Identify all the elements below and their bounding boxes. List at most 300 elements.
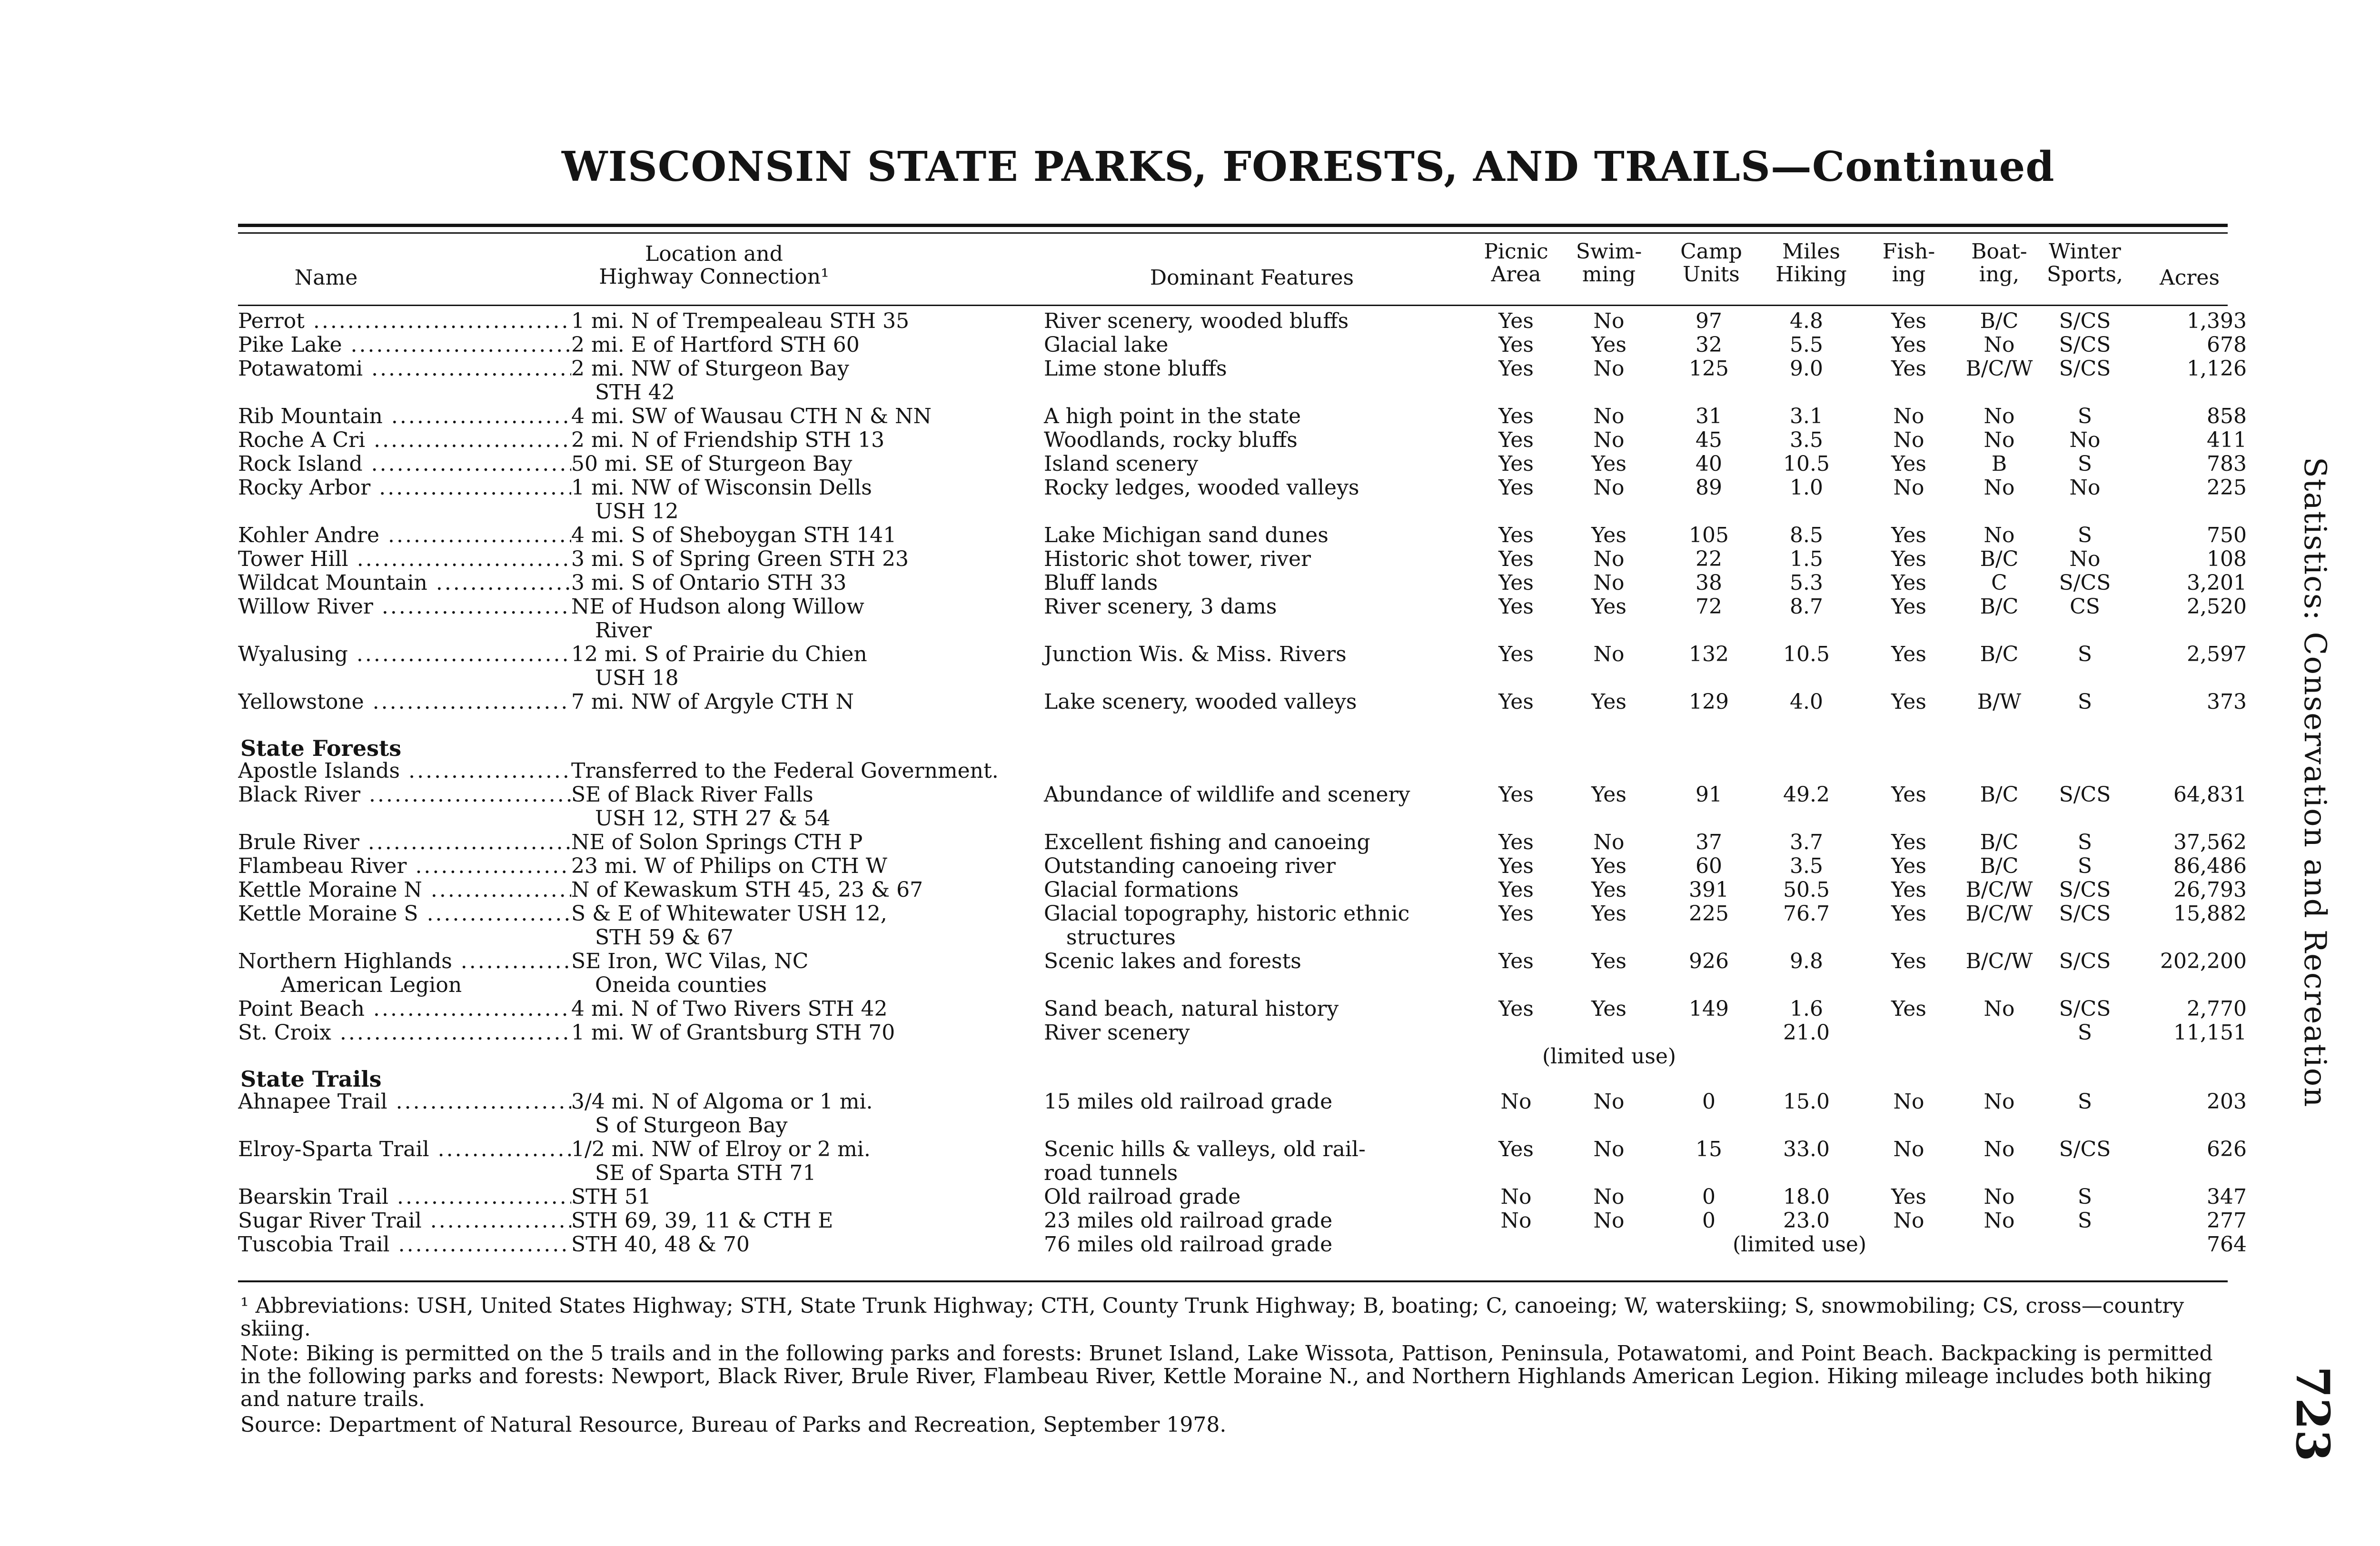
cell-winter: S/CS xyxy=(2059,783,2111,807)
cell-swim: Yes xyxy=(1591,333,1626,357)
cell-location: NE of Solon Springs CTH P xyxy=(571,830,863,854)
cell-camp: 72 xyxy=(1696,595,1722,619)
table-row xyxy=(0,404,2247,428)
cell-miles: 33.0 xyxy=(1783,1137,1830,1161)
table-row xyxy=(0,783,2247,807)
cell-winter: CS xyxy=(2070,595,2100,619)
cell-boat: B/C xyxy=(1980,309,2019,333)
cell-swim: Yes xyxy=(1591,878,1626,902)
cell-location: SE of Black River Falls xyxy=(571,783,813,807)
cell-winter: S/CS xyxy=(2059,333,2111,357)
header-fishing: Fish- ing xyxy=(1882,239,1935,287)
cell-location: 23 mi. W of Philips on CTH W xyxy=(571,854,888,878)
cell-winter: S/CS xyxy=(2059,571,2111,595)
cell-fish: Yes xyxy=(1891,783,1926,807)
cell-location: 1 mi. W of Grantsburg STH 70 xyxy=(571,1021,895,1045)
cell-features: Island scenery xyxy=(1044,452,1199,476)
table-row xyxy=(0,997,2247,1021)
cell-features: Scenic hills & valleys, old rail- xyxy=(1044,1137,1366,1161)
table-row xyxy=(0,642,2247,666)
cell-location: N of Kewaskum STH 45, 23 & 67 xyxy=(571,878,923,902)
bottom-rule xyxy=(238,1280,2228,1282)
top-rule-thick xyxy=(238,224,2228,227)
cell-features: Old railroad grade xyxy=(1044,1185,1241,1209)
cell-fish: Yes xyxy=(1891,452,1926,476)
cell-camp: 129 xyxy=(1689,690,1729,714)
cell-acres: 347 xyxy=(2207,1185,2247,1209)
cell-picnic: Yes xyxy=(1498,783,1534,807)
cell-picnic: No xyxy=(1500,1090,1532,1114)
cell-name: Point Beach ..... xyxy=(238,997,571,1021)
cell-boat: B/C xyxy=(1980,642,2019,666)
cell-acres: 108 xyxy=(2207,547,2247,571)
cell-fish: Yes xyxy=(1891,690,1926,714)
cell-location: 2 mi. E of Hartford STH 60 xyxy=(571,333,860,357)
cell-location-cont: USH 18 xyxy=(595,666,679,690)
cell-boat: No xyxy=(1983,404,2015,428)
cell-miles: 5.5 xyxy=(1790,333,1823,357)
table-row xyxy=(0,854,2247,878)
cell-boat: B/C xyxy=(1980,783,2019,807)
cell-name: Roche A Cri ..... xyxy=(238,428,571,452)
cell-miles: 1.0 xyxy=(1790,476,1823,500)
cell-name: Wyalusing ..... xyxy=(238,643,571,666)
cell-acres: 203 xyxy=(2207,1090,2247,1114)
cell-swim: No xyxy=(1593,547,1625,571)
cell-picnic: Yes xyxy=(1498,949,1534,973)
cell-fish: Yes xyxy=(1891,1185,1926,1209)
cell-name: Tuscobia Trail ..... xyxy=(238,1233,571,1257)
cell-swim: No xyxy=(1593,428,1625,452)
cell-location: STH 51 xyxy=(571,1185,651,1209)
cell-miles: 15.0 xyxy=(1783,1090,1830,1114)
cell-fish: Yes xyxy=(1891,642,1926,666)
cell-picnic: Yes xyxy=(1498,428,1534,452)
cell-fish: Yes xyxy=(1891,357,1926,381)
cell-winter: S xyxy=(2077,830,2092,854)
cell-location: 3 mi. S of Ontario STH 33 xyxy=(571,571,847,595)
cell-fish: Yes xyxy=(1891,523,1926,547)
cell-winter: S/CS xyxy=(2059,309,2111,333)
cell-location-cont: River xyxy=(595,618,652,643)
cell-features: Lake scenery, wooded valleys xyxy=(1044,690,1357,714)
cell-camp: 125 xyxy=(1689,357,1729,381)
cell-features: Woodlands, rocky bluffs xyxy=(1044,428,1298,452)
cell-name: Flambeau River ..... xyxy=(238,854,571,878)
table-row xyxy=(0,595,2247,619)
header-swimming: Swim- ming xyxy=(1576,239,1642,287)
cell-miles: 23.0 xyxy=(1783,1209,1830,1233)
cell-boat: B xyxy=(1991,452,2007,476)
header-rule xyxy=(238,305,2228,306)
cell-camp: 45 xyxy=(1696,428,1722,452)
cell-miles: 3.7 xyxy=(1790,830,1823,854)
cell-winter: S/CS xyxy=(2059,1137,2111,1161)
cell-features: Rocky ledges, wooded valleys xyxy=(1044,476,1359,500)
cell-acres: 11,151 xyxy=(2173,1021,2247,1045)
cell-swim: No xyxy=(1593,1137,1625,1161)
cell-fish: Yes xyxy=(1891,571,1926,595)
cell-boat: B/C/W xyxy=(1965,949,2033,973)
cell-acres: 3,201 xyxy=(2187,571,2247,595)
section-heading: State Trails xyxy=(240,1066,382,1092)
footnote-source: Source: Department of Natural Resource, Bureau of Parks and Recreation, September 1978. xyxy=(240,1413,1227,1437)
cell-winter: S xyxy=(2077,642,2092,666)
cell-name: St. Croix ..... xyxy=(238,1021,571,1045)
table-row xyxy=(0,949,2247,973)
cell-name: Tower Hill ..... xyxy=(238,547,571,571)
cell-acres: 2,770 xyxy=(2187,997,2247,1021)
table-row xyxy=(0,476,2247,500)
cell-features: Glacial formations xyxy=(1044,878,1239,902)
cell-winter: S xyxy=(2077,690,2092,714)
cell-fish: Yes xyxy=(1891,830,1926,854)
cell-features: Lake Michigan sand dunes xyxy=(1044,523,1329,547)
cell-name: Bearskin Trail ..... xyxy=(238,1185,571,1209)
cell-winter: S xyxy=(2077,1090,2092,1114)
cell-boat: No xyxy=(1983,428,2015,452)
cell-miles: 3.5 xyxy=(1790,428,1823,452)
cell-fish: Yes xyxy=(1891,547,1926,571)
cell-features: 15 miles old railroad grade xyxy=(1044,1090,1333,1114)
cell-features: A high point in the state xyxy=(1044,404,1301,428)
cell-boat: No xyxy=(1983,1185,2015,1209)
cell-picnic: Yes xyxy=(1498,854,1534,878)
cell-boat: B/C xyxy=(1980,547,2019,571)
cell-miles: 76.7 xyxy=(1783,902,1830,926)
cell-camp: 31 xyxy=(1696,404,1722,428)
cell-camp: 22 xyxy=(1696,547,1722,571)
cell-winter: S xyxy=(2077,452,2092,476)
table-row xyxy=(0,357,2247,381)
cell-features: Bluff lands xyxy=(1044,571,1158,595)
cell-location: 3 mi. S of Spring Green STH 23 xyxy=(571,547,909,571)
cell-camp: 37 xyxy=(1696,830,1722,854)
cell-name: Elroy-Sparta Trail ..... xyxy=(238,1138,571,1161)
cell-swim: Yes xyxy=(1591,783,1626,807)
cell-location: 1 mi. NW of Wisconsin Dells xyxy=(571,476,872,500)
cell-winter: S/CS xyxy=(2059,878,2111,902)
cell-fish: Yes xyxy=(1891,333,1926,357)
header-location: Location and Highway Connection¹ xyxy=(599,242,829,289)
cell-picnic: Yes xyxy=(1498,642,1534,666)
cell-name: Kohler Andre ..... xyxy=(238,524,571,547)
cell-picnic: Yes xyxy=(1498,997,1534,1021)
cell-name: Potawatomi ..... xyxy=(238,357,571,381)
table-row xyxy=(0,309,2247,333)
cell-picnic: No xyxy=(1500,1185,1532,1209)
cell-acres: 764 xyxy=(2207,1232,2247,1257)
cell-name: Rib Mountain ..... xyxy=(238,405,571,428)
cell-winter: S/CS xyxy=(2059,357,2111,381)
cell-picnic: Yes xyxy=(1498,902,1534,926)
cell-features-cont: structures xyxy=(1066,925,1176,950)
cell-miles: 8.7 xyxy=(1790,595,1823,619)
table-row xyxy=(0,1232,2247,1257)
cell-features: River scenery xyxy=(1044,1021,1190,1045)
cell-location-cont: SE of Sparta STH 71 xyxy=(595,1161,816,1185)
cell-features: River scenery, wooded bluffs xyxy=(1044,309,1349,333)
table-row xyxy=(0,902,2247,926)
cell-location: 1 mi. N of Trempealeau STH 35 xyxy=(571,309,910,333)
cell-swim: No xyxy=(1593,1185,1625,1209)
cell-camp: 91 xyxy=(1696,783,1722,807)
cell-miles: 10.5 xyxy=(1783,642,1830,666)
cell-camp: 105 xyxy=(1689,523,1729,547)
cell-fish: Yes xyxy=(1891,309,1926,333)
cell-acres: 626 xyxy=(2207,1137,2247,1161)
cell-features: Glacial lake xyxy=(1044,333,1169,357)
cell-location: 4 mi. N of Two Rivers STH 42 xyxy=(571,997,888,1021)
cell-acres: 2,597 xyxy=(2187,642,2247,666)
cell-name: Pike Lake ..... xyxy=(238,333,571,357)
cell-name: Perrot ..... xyxy=(238,309,571,333)
cell-boat: No xyxy=(1983,1090,2015,1114)
cell-picnic: Yes xyxy=(1498,878,1534,902)
cell-location: 12 mi. S of Prairie du Chien xyxy=(571,642,867,666)
cell-swim: Yes xyxy=(1591,452,1626,476)
cell-winter: S xyxy=(2077,404,2092,428)
running-head: Statistics: Conservation and Recreation xyxy=(2297,457,2332,1108)
cell-location: 4 mi. S of Sheboygan STH 141 xyxy=(571,523,897,547)
cell-location-cont: Oneida counties xyxy=(595,973,767,997)
cell-location: STH 69, 39, 11 & CTH E xyxy=(571,1209,833,1233)
section-heading: State Forests xyxy=(240,735,402,761)
cell-picnic: Yes xyxy=(1498,476,1534,500)
header-boating: Boat- ing, xyxy=(1971,239,2027,287)
cell-picnic: Yes xyxy=(1498,547,1534,571)
table-row xyxy=(0,690,2247,714)
cell-name: Willow River ..... xyxy=(238,595,571,619)
cell-acres: 411 xyxy=(2207,428,2247,452)
cell-miles: 9.8 xyxy=(1790,949,1823,973)
header-miles: Miles Hiking xyxy=(1775,239,1847,287)
cell-swim: Yes xyxy=(1591,997,1626,1021)
cell-camp: 40 xyxy=(1696,452,1722,476)
cell-miles: 8.5 xyxy=(1790,523,1823,547)
cell-camp: 0 xyxy=(1702,1209,1716,1233)
cell-swim: No xyxy=(1593,476,1625,500)
cell-acres: 678 xyxy=(2207,333,2247,357)
cell-winter: S/CS xyxy=(2059,949,2111,973)
table-row xyxy=(0,1137,2247,1161)
cell-acres: 15,882 xyxy=(2173,902,2247,926)
cell-miles: 9.0 xyxy=(1790,357,1823,381)
cell-location: 4 mi. SW of Wausau CTH N & NN xyxy=(571,404,932,428)
cell-acres: 783 xyxy=(2207,452,2247,476)
cell-miles: 4.8 xyxy=(1790,309,1823,333)
cell-camp: 89 xyxy=(1696,476,1722,500)
cell-location: Transferred to the Federal Government. xyxy=(571,759,999,783)
cell-acres: 373 xyxy=(2207,690,2247,714)
cell-miles: 1.6 xyxy=(1790,997,1823,1021)
cell-name: Black River ..... xyxy=(238,783,571,807)
cell-camp: 32 xyxy=(1696,333,1722,357)
cell-boat: B/W xyxy=(1977,690,2022,714)
cell-miles: 4.0 xyxy=(1790,690,1823,714)
cell-acres: 750 xyxy=(2207,523,2247,547)
cell-miles: 3.1 xyxy=(1790,404,1823,428)
cell-miles: 49.2 xyxy=(1783,783,1830,807)
cell-winter: S xyxy=(2077,854,2092,878)
cell-camp: 0 xyxy=(1702,1090,1716,1114)
cell-fish: Yes xyxy=(1891,595,1926,619)
cell-swim: No xyxy=(1593,642,1625,666)
cell-name: Wildcat Mountain ..... xyxy=(238,571,571,595)
cell-fish: No xyxy=(1893,404,1924,428)
cell-boat: B/C xyxy=(1980,595,2019,619)
cell-swim: Yes xyxy=(1591,949,1626,973)
cell-location: SE Iron, WC Vilas, NC xyxy=(571,949,809,973)
cell-swim: Yes xyxy=(1591,854,1626,878)
cell-swim: No xyxy=(1593,309,1625,333)
cell-miles: 1.5 xyxy=(1790,547,1823,571)
table-row xyxy=(0,830,2247,854)
cell-location-cont: USH 12, STH 27 & 54 xyxy=(595,806,831,831)
page-title: WISCONSIN STATE PARKS, FORESTS, AND TRAILS—Continued xyxy=(562,143,2055,191)
cell-camp: 391 xyxy=(1689,878,1729,902)
cell-picnic: Yes xyxy=(1498,333,1534,357)
header-acres: Acres xyxy=(2159,266,2220,290)
cell-acres: 858 xyxy=(2207,404,2247,428)
cell-camp: 926 xyxy=(1689,949,1729,973)
cell-name: Sugar River Trail ..... xyxy=(238,1209,571,1233)
table-row xyxy=(0,1185,2247,1209)
cell-fish: Yes xyxy=(1891,854,1926,878)
cell-name: Brule River ..... xyxy=(238,831,571,854)
cell-features: Excellent fishing and canoeing xyxy=(1044,830,1370,854)
cell-boat: B/C/W xyxy=(1965,878,2033,902)
cell-fish: No xyxy=(1893,1209,1924,1233)
cell-acres: 1,126 xyxy=(2187,357,2247,381)
cell-winter: S xyxy=(2077,1021,2092,1045)
cell-winter: S xyxy=(2077,1185,2092,1209)
cell-miles: 3.5 xyxy=(1790,854,1823,878)
cell-location-cont: STH 42 xyxy=(595,380,675,405)
cell-features: 76 miles old railroad grade xyxy=(1044,1232,1333,1257)
cell-features: 23 miles old railroad grade xyxy=(1044,1209,1333,1233)
cell-features: Junction Wis. & Miss. Rivers xyxy=(1044,642,1347,666)
cell-boat: C xyxy=(1991,571,2007,595)
cell-picnic: Yes xyxy=(1498,830,1534,854)
cell-boat: No xyxy=(1983,1137,2015,1161)
cell-miles: 21.0 xyxy=(1783,1021,1830,1045)
page-number: 723 xyxy=(2286,1366,2340,1462)
cell-fish: No xyxy=(1893,1137,1924,1161)
cell-camp: 132 xyxy=(1689,642,1729,666)
cell-location: 2 mi. N of Friendship STH 13 xyxy=(571,428,885,452)
cell-name: Rock Island ..... xyxy=(238,452,571,476)
cell-location: 1/2 mi. NW of Elroy or 2 mi. xyxy=(571,1137,871,1161)
cell-miles: 10.5 xyxy=(1783,452,1830,476)
cell-swim: No xyxy=(1593,357,1625,381)
table-row xyxy=(0,333,2247,357)
cell-swim: Yes xyxy=(1591,595,1626,619)
cell-fish: Yes xyxy=(1891,878,1926,902)
header-winter: Winter Sports, xyxy=(2046,239,2123,287)
cell-boat: No xyxy=(1983,333,2015,357)
cell-boat: B/C/W xyxy=(1965,902,2033,926)
cell-location: NE of Hudson along Willow xyxy=(571,595,864,619)
cell-swim: No xyxy=(1593,830,1625,854)
cell-miles: 18.0 xyxy=(1783,1185,1830,1209)
cell-acres: 225 xyxy=(2207,476,2247,500)
cell-camp: 0 xyxy=(1702,1185,1716,1209)
header-name: Name xyxy=(294,266,358,290)
footnote-abbreviations: ¹ Abbreviations: USH, United States Highway; STH, State Trunk Highway; CTH, County Trunk Highway; B, boating; C, canoeing; W, waterskiing; S, snowmobiling; CS, cross—country skiing. xyxy=(240,1294,2184,1341)
cell-winter: S xyxy=(2077,523,2092,547)
cell-fish: Yes xyxy=(1891,949,1926,973)
cell-features: Sand beach, natural history xyxy=(1044,997,1339,1021)
cell-swim: No xyxy=(1593,1090,1625,1114)
cell-boat: No xyxy=(1983,997,2015,1021)
cell-boat: No xyxy=(1983,1209,2015,1233)
cell-swim: No xyxy=(1593,404,1625,428)
cell-location-cont: S of Sturgeon Bay xyxy=(595,1113,788,1138)
cell-picnic: Yes xyxy=(1498,595,1534,619)
cell-fish: No xyxy=(1893,1090,1924,1114)
table-row xyxy=(0,1090,2247,1114)
cell-location-cont: USH 12 xyxy=(595,499,679,524)
cell-picnic: Yes xyxy=(1498,309,1534,333)
table-row xyxy=(0,547,2247,571)
cell-camp: 97 xyxy=(1696,309,1722,333)
table-row xyxy=(0,571,2247,595)
cell-name: Rocky Arbor ..... xyxy=(238,476,571,500)
cell-miles: 50.5 xyxy=(1783,878,1830,902)
cell-picnic: Yes xyxy=(1498,357,1534,381)
cell-location: 7 mi. NW of Argyle CTH N xyxy=(571,690,854,714)
cell-winter: No xyxy=(2069,476,2101,500)
cell-location-cont: STH 59 & 67 xyxy=(595,925,734,950)
cell-acres: 1,393 xyxy=(2187,309,2247,333)
cell-name: Yellowstone ..... xyxy=(238,690,571,714)
cell-swim: No xyxy=(1593,571,1625,595)
cell-winter: S/CS xyxy=(2059,997,2111,1021)
cell-features-cont: road tunnels xyxy=(1044,1161,1178,1185)
cell-location: 2 mi. NW of Sturgeon Bay xyxy=(571,357,849,381)
cell-features: Historic shot tower, river xyxy=(1044,547,1311,571)
cell-acres: 37,562 xyxy=(2173,830,2247,854)
cell-camp: 15 xyxy=(1696,1137,1722,1161)
cell-picnic: Yes xyxy=(1498,452,1534,476)
table-row xyxy=(0,1209,2247,1233)
cell-camp: 225 xyxy=(1689,902,1729,926)
cell-boat: B/C xyxy=(1980,830,2019,854)
cell-camp: 38 xyxy=(1696,571,1722,595)
table-row xyxy=(0,878,2247,902)
cell-swim: No xyxy=(1593,1209,1625,1233)
cell-fish: No xyxy=(1893,476,1924,500)
table-row xyxy=(0,452,2247,476)
cell-picnic: Yes xyxy=(1498,523,1534,547)
cell-boat: B/C xyxy=(1980,854,2019,878)
cell-boat: No xyxy=(1983,523,2015,547)
cell-swim: Yes xyxy=(1591,902,1626,926)
cell-boat: No xyxy=(1983,476,2015,500)
cell-winter: No xyxy=(2069,428,2101,452)
cell-location: STH 40, 48 & 70 xyxy=(571,1232,750,1257)
cell-winter: No xyxy=(2069,547,2101,571)
cell-name: Apostle Islands ..... xyxy=(238,759,571,783)
table-row xyxy=(0,759,2237,783)
cell-picnic: Yes xyxy=(1498,571,1534,595)
cell-note: (limited use) xyxy=(1733,1232,1867,1257)
cell-features: Abundance of wildlife and scenery xyxy=(1044,783,1410,807)
cell-picnic: Yes xyxy=(1498,404,1534,428)
cell-swim: Yes xyxy=(1591,690,1626,714)
cell-fish: Yes xyxy=(1891,997,1926,1021)
